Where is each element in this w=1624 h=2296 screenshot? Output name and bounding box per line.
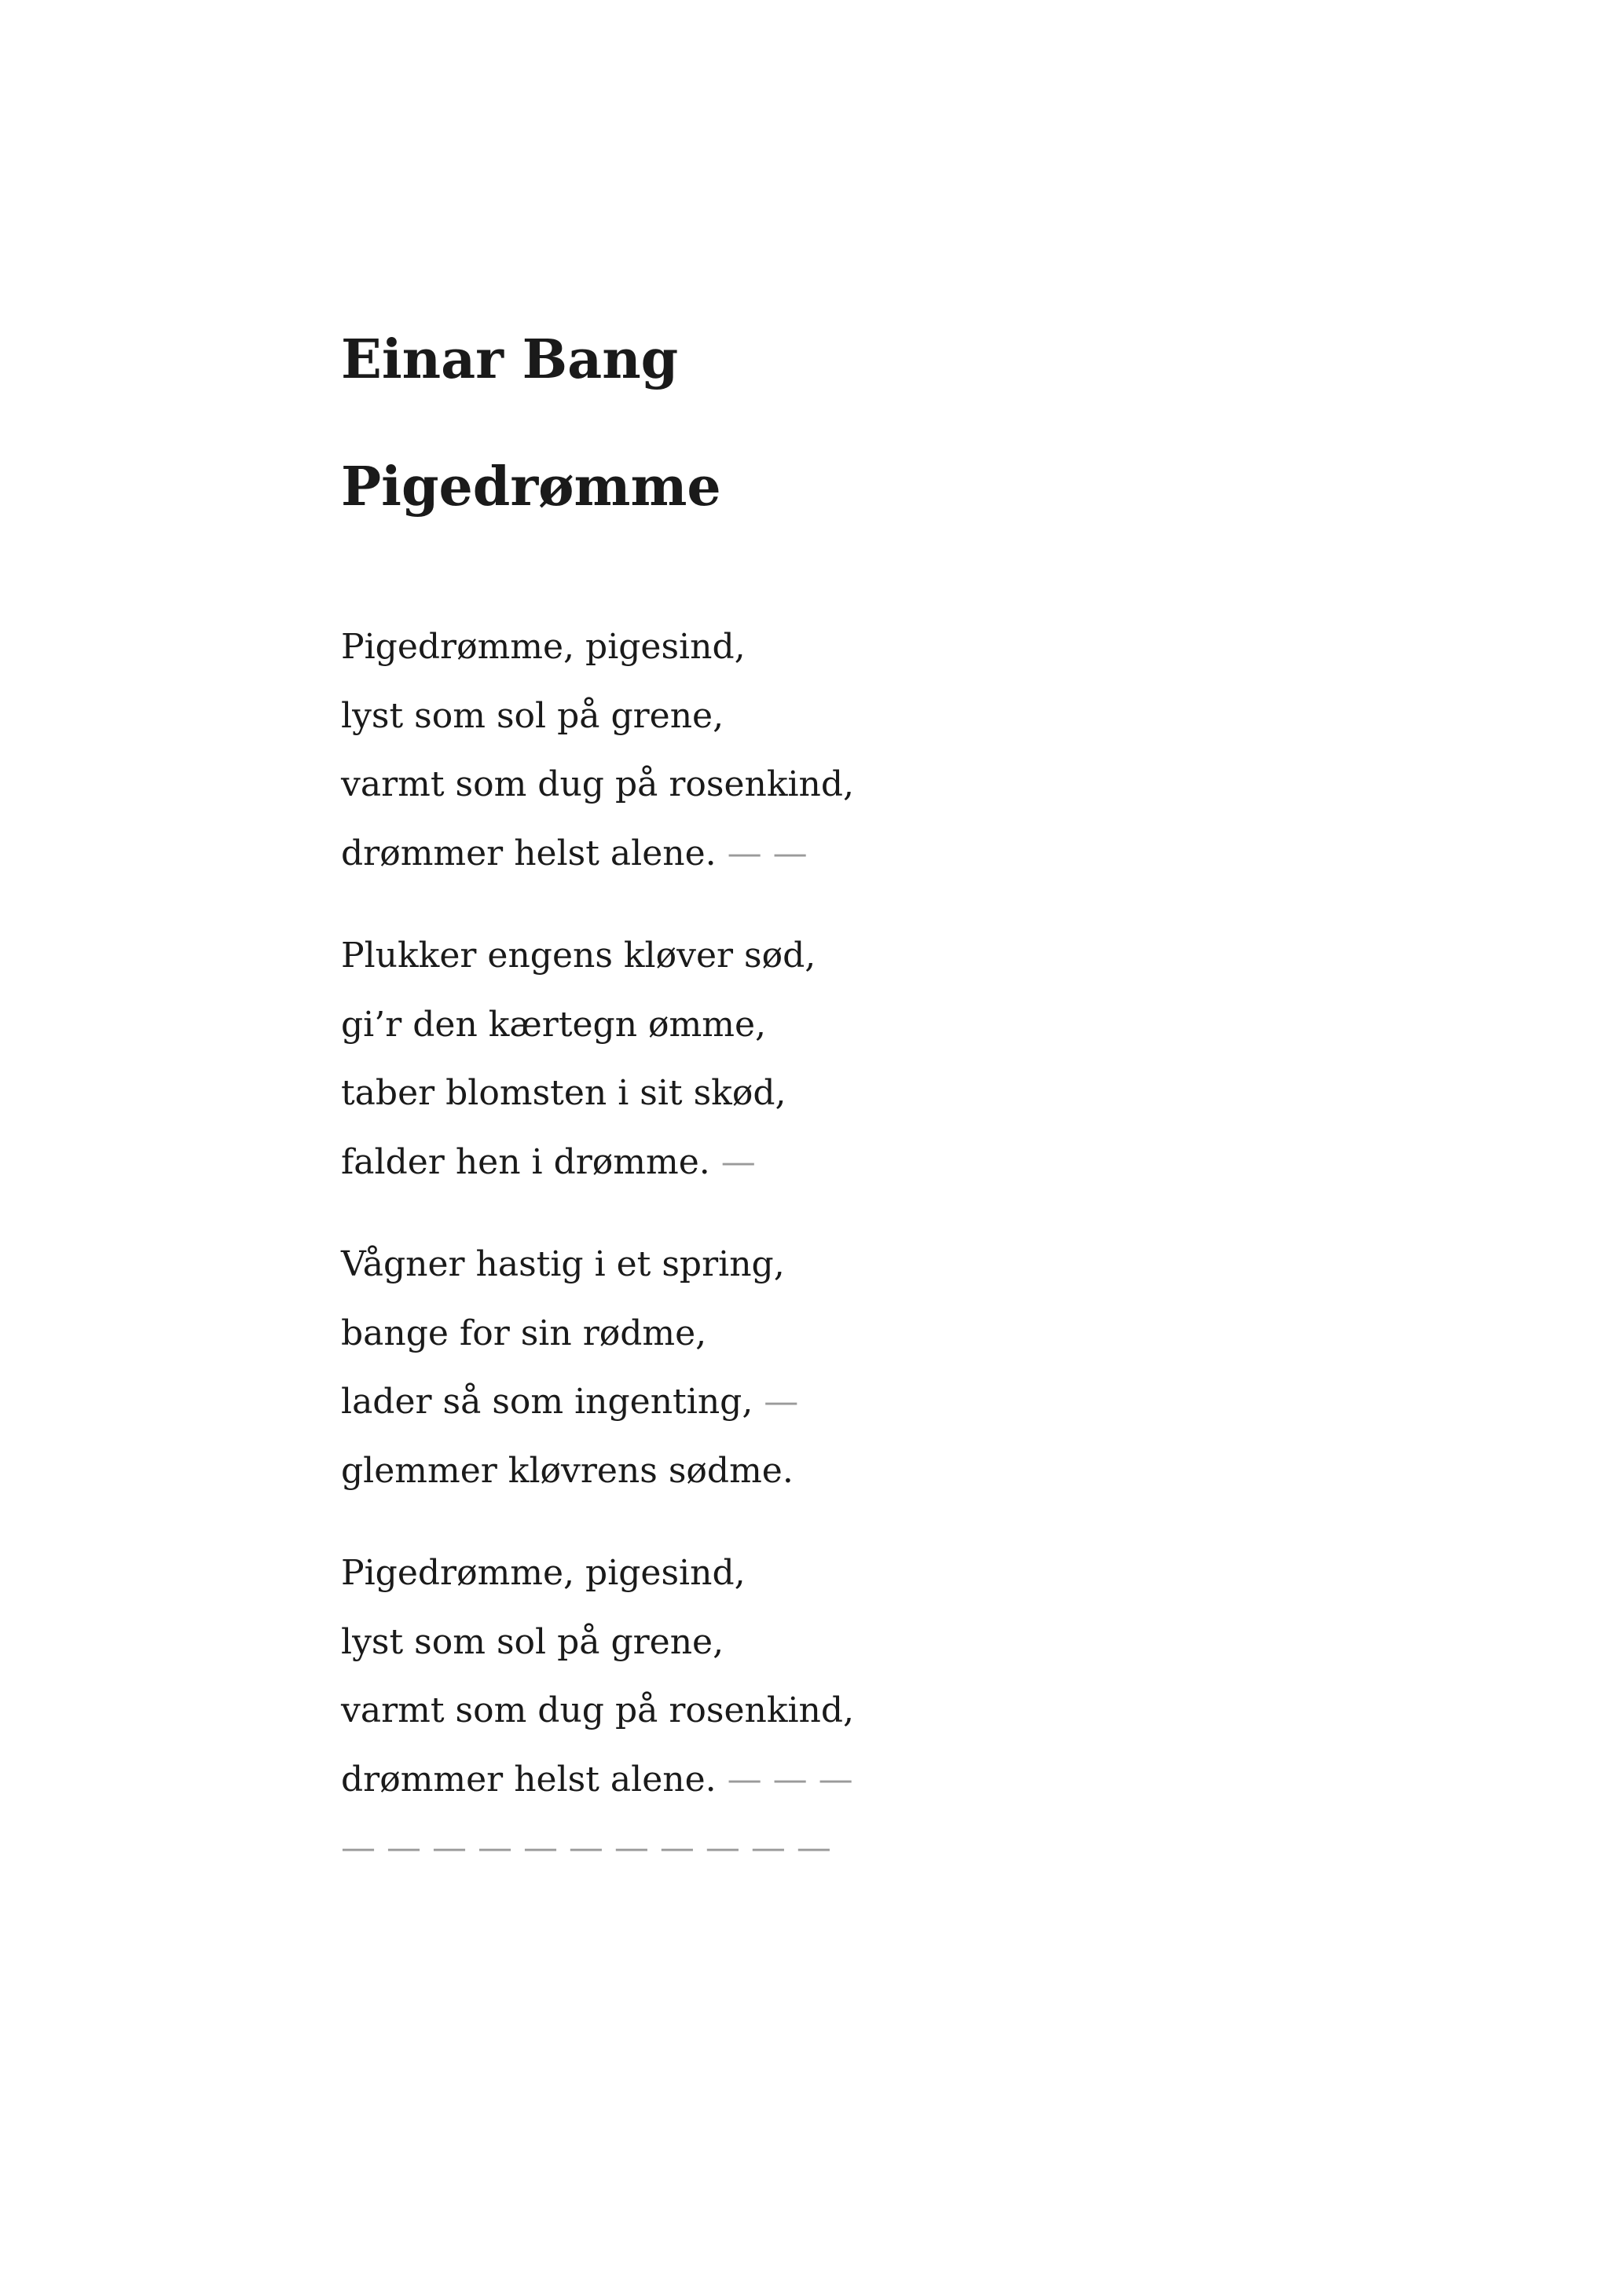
poem-title: Pigedrømme <box>341 456 721 518</box>
poem-line <box>341 1368 854 1437</box>
poem-line <box>341 1745 854 1814</box>
poem-line <box>341 1437 854 1506</box>
poem-line <box>341 921 854 991</box>
stanza-3 <box>341 1230 854 1505</box>
line-text: lyst som sol på grene, <box>341 695 724 736</box>
line-text: glemmer kløvrens sødme. <box>341 1450 794 1491</box>
line-dash: — — <box>716 833 808 873</box>
poem-line <box>341 1299 854 1368</box>
line-text: drømmer helst alene. <box>341 833 717 873</box>
line-text: Pigedrømme, pigesind, <box>341 1553 746 1593</box>
poem-line <box>341 991 854 1060</box>
author-heading: Einar Bang <box>341 328 679 391</box>
line-text: Pigedrømme, pigesind, <box>341 627 746 667</box>
poem-line <box>341 1539 854 1608</box>
line-dash: — <box>709 1141 756 1182</box>
stanza-4 <box>341 1539 854 1883</box>
poem-line <box>341 682 854 751</box>
line-text: Plukker engens kløver sød, <box>341 936 816 976</box>
line-dash: — — — — — — — — — — — <box>341 1828 831 1868</box>
poem-line <box>341 750 854 819</box>
line-text: Vågner hastig i et spring, <box>341 1244 785 1284</box>
line-dash: — — — <box>716 1759 853 1800</box>
poem-line <box>341 1676 854 1745</box>
poem-line <box>341 1814 854 1883</box>
poem-line <box>341 613 854 682</box>
line-text: lader så som ingenting, <box>341 1382 753 1422</box>
line-text: lyst som sol på grene, <box>341 1621 724 1662</box>
stanza-1 <box>341 613 854 888</box>
line-text: varmt som dug på rosenkind, <box>341 1690 855 1730</box>
line-text: falder hen i drømme. <box>341 1141 710 1182</box>
line-text: bange for sin rødme, <box>341 1313 707 1353</box>
poem-line <box>341 1128 854 1197</box>
stanza-2 <box>341 921 854 1196</box>
poem-line <box>341 1230 854 1299</box>
line-text: varmt som dug på rosenkind, <box>341 764 855 804</box>
poem-line <box>341 1608 854 1677</box>
poem-line <box>341 819 854 888</box>
line-dash: — <box>753 1382 799 1422</box>
poem-body <box>341 613 854 1917</box>
line-text: drømmer helst alene. <box>341 1759 717 1800</box>
line-text: taber blomsten i sit skød, <box>341 1073 786 1113</box>
poem-line <box>341 1059 854 1128</box>
line-text: gi’r den kærtegn ømme, <box>341 1004 766 1045</box>
